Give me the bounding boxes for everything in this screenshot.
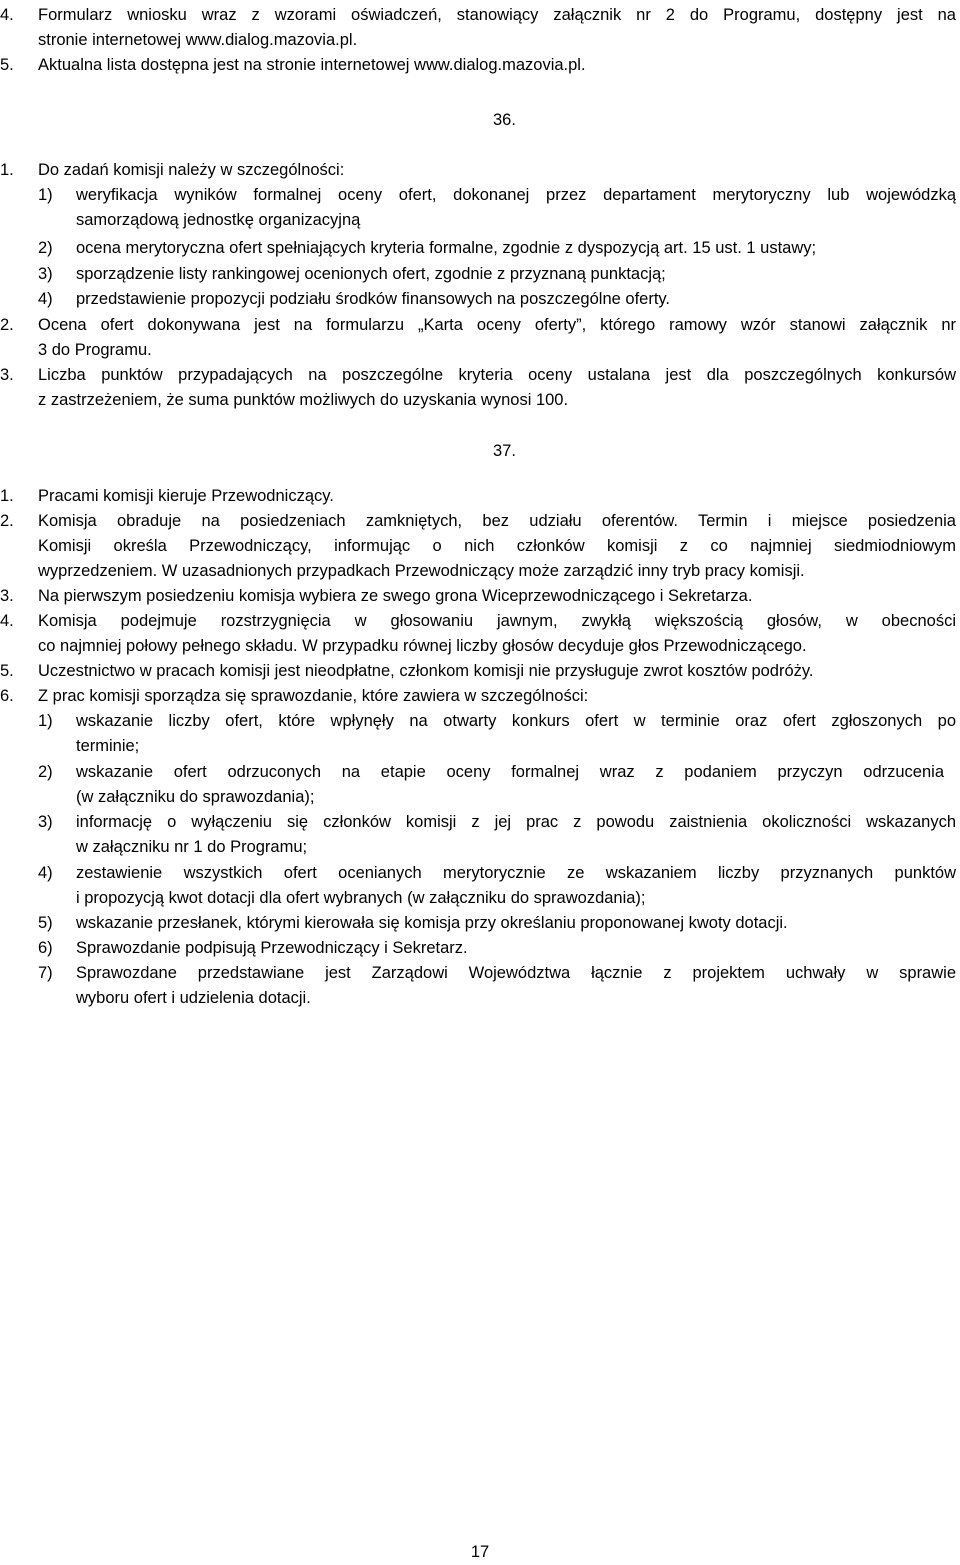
sub-item-number: 6) <box>38 939 53 957</box>
item-text: Na pierwszym posiedzeniu komisja wybiera ze swego grona Wiceprzewodniczącego i Sekretarza. <box>38 587 753 605</box>
item-text: Do zadań komisji należy w szczególności: <box>38 161 345 179</box>
sub-item-text: sporządzenie listy rankingowej ocenionych ofert, zgodnie z przyznaną punktacją; <box>76 265 666 283</box>
item-text: Komisja podejmuje rozstrzygnięcia w głosowaniu jawnym, zwykłą większością głosów, w obecności <box>38 612 956 630</box>
item-text: Liczba punktów przypadających na poszczególne kryteria oceny ustalana jest dla poszczególnych konkursów <box>38 366 956 384</box>
item-text: Uczestnictwo w pracach komisji jest nieodpłatne, członkom komisji nie przysługuje zwrot kosztów podróży. <box>38 662 814 680</box>
sub-item-text: wyboru ofert i udzielenia dotacji. <box>76 989 311 1007</box>
sub-item-text: w załączniku nr 1 do Programu; <box>76 838 308 856</box>
item-text: 3 do Programu. <box>38 341 152 359</box>
sub-item-text: i propozycją kwot dotacji dla ofert wybranych (w załączniku do sprawozdania); <box>76 889 646 907</box>
sub-item-number: 4) <box>38 290 53 308</box>
sub-item-text: informację o wyłączeniu się członków komisji z jej prac z powodu zaistnienia okoliczności wskazanych <box>76 813 956 831</box>
item-number: 4. <box>0 612 14 630</box>
sub-item-text: Sprawozdane przedstawiane jest Zarządowi Województwa łącznie z projektem uchwały w sprawie <box>76 964 956 982</box>
item-number: 3. <box>0 366 14 384</box>
sub-item-text: wskazanie liczby ofert, które wpłynęły na otwarty konkurs ofert w terminie oraz ofert zgłoszonych po <box>76 712 956 730</box>
item-text: Ocena ofert dokonywana jest na formularzu „Karta oceny oferty”, którego ramowy wzór stanowi załącznik nr <box>38 316 956 334</box>
item-text: stronie internetowej www.dialog.mazovia.pl. <box>38 31 358 49</box>
sub-item-text: weryfikacja wyników formalnej oceny ofert, dokonanej przez departament merytoryczny lub wojewódzką <box>76 186 956 204</box>
item-text: Komisji określa Przewodniczący, informując o nich członków komisji z co najmniej siedmiodniowym <box>38 537 956 555</box>
item-text: co najmniej połowy pełnego składu. W przypadku równej liczby głosów decyduje głos Przewodniczącego. <box>38 637 807 655</box>
sub-item-text: zestawienie wszystkich ofert ocenianych merytorycznie ze wskazaniem liczby przyznanych punktów <box>76 864 956 882</box>
sub-item-number: 5) <box>38 914 53 932</box>
sub-item-text: samorządową jednostkę organizacyjną <box>76 211 361 229</box>
item-text: Komisja obraduje na posiedzeniach zamkniętych, bez udziału oferentów. Termin i miejsce posiedzenia <box>38 512 956 530</box>
item-number: 3. <box>0 587 14 605</box>
item-number: 2. <box>0 512 14 530</box>
section-heading: 36. <box>493 111 516 129</box>
sub-item-number: 1) <box>38 186 53 204</box>
page-number: 17 <box>470 1543 490 1561</box>
sub-item-text: wskazanie ofert odrzuconych na etapie oceny formalnej wraz z podaniem przyczyn odrzucenia <box>76 763 944 781</box>
sub-item-number: 2) <box>38 763 53 781</box>
sub-item-text: przedstawienie propozycji podziału środków finansowych na poszczególne oferty. <box>76 290 671 308</box>
sub-item-text: ocena merytoryczna ofert spełniających kryteria formalne, zgodnie z dyspozycją art. 15 ust. 1 ustawy; <box>76 239 817 257</box>
item-text: Formularz wniosku wraz z wzorami oświadczeń, stanowiący załącznik nr 2 do Programu, dostępny jest na <box>38 6 956 24</box>
item-number: 5. <box>0 662 14 680</box>
sub-item-number: 7) <box>38 964 53 982</box>
item-number: 1. <box>0 487 14 505</box>
sub-item-number: 2) <box>38 239 53 257</box>
sub-item-text: wskazanie przesłanek, którymi kierowała się komisja przy określaniu proponowanej kwoty dotacji. <box>76 914 788 932</box>
sub-item-text: Sprawozdanie podpisują Przewodniczący i Sekretarz. <box>76 939 468 957</box>
sub-item-number: 3) <box>38 813 53 831</box>
item-text: Pracami komisji kieruje Przewodniczący. <box>38 487 334 505</box>
sub-item-number: 1) <box>38 712 53 730</box>
item-number: 2. <box>0 316 14 334</box>
section-heading: 37. <box>493 442 516 460</box>
sub-item-number: 4) <box>38 864 53 882</box>
item-text: Z prac komisji sporządza się sprawozdanie, które zawiera w szczególności: <box>38 687 589 705</box>
item-number: 6. <box>0 687 14 705</box>
item-number: 5. <box>0 56 14 74</box>
item-number: 4. <box>0 6 14 24</box>
sub-item-text: (w załączniku do sprawozdania); <box>76 788 315 806</box>
item-text: Aktualna lista dostępna jest na stronie internetowej www.dialog.mazovia.pl. <box>38 56 586 74</box>
item-text: z zastrzeżeniem, że suma punktów możliwych do uzyskania wynosi 100. <box>38 391 569 409</box>
item-text: wyprzedzeniem. W uzasadnionych przypadkach Przewodniczący może zarządzić inny tryb pracy komisji. <box>38 562 805 580</box>
item-number: 1. <box>0 161 14 179</box>
sub-item-text: terminie; <box>76 737 140 755</box>
sub-item-number: 3) <box>38 265 53 283</box>
